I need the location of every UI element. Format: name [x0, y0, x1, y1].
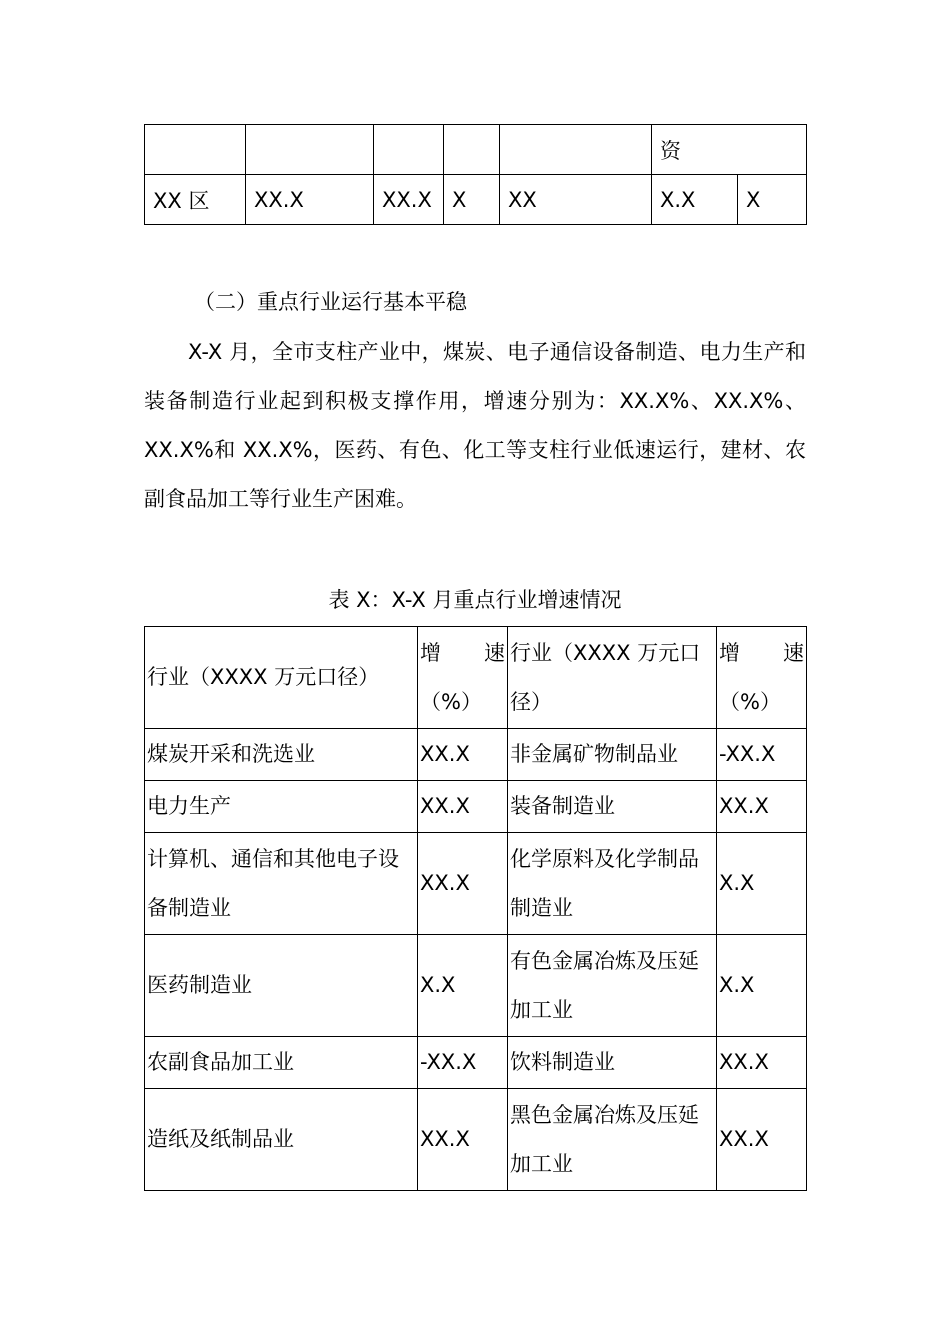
table-cell: XX.X [246, 175, 374, 225]
industry-line: 黑色金属冶炼及压延 [510, 1102, 699, 1127]
industry-line: 加工业 [510, 997, 573, 1022]
industry-cell: 饮料制造业 [508, 1037, 717, 1089]
header-industry-2 [508, 627, 717, 729]
header-growth-char: 增 [420, 640, 441, 665]
growth-cell: XX.X [418, 1089, 508, 1191]
industry-line: 计算机、通信和其他电子设 [147, 846, 399, 871]
table-row [145, 833, 807, 935]
growth-cell: X.X [418, 935, 508, 1037]
table-cell: 资 [652, 125, 807, 175]
growth-cell: XX.X [418, 781, 508, 833]
header-growth-char: 速 [484, 640, 505, 665]
industry-line: 加工业 [510, 1151, 573, 1176]
table-row [145, 175, 807, 225]
section-heading: （二）重点行业运行基本平稳 [194, 290, 467, 314]
industry-line: 化学原料及化学制品 [510, 846, 699, 871]
growth-cell: XX.X [717, 1037, 807, 1089]
table-row [145, 781, 807, 833]
table-cell: XX 区 [145, 175, 246, 225]
industry-cell: 农副食品加工业 [145, 1037, 418, 1089]
header-growth [418, 627, 508, 729]
growth-cell: X.X [717, 935, 807, 1037]
table-cell [246, 125, 374, 175]
industry-cell [145, 833, 418, 935]
industry-cell [508, 833, 717, 935]
table-row [145, 935, 807, 1037]
growth-cell: -XX.X [418, 1037, 508, 1089]
table-cell [444, 125, 500, 175]
growth-cell: -XX.X [717, 729, 807, 781]
table-cell [500, 125, 652, 175]
industry-line: 备制造业 [147, 895, 231, 920]
industry-cell [508, 1089, 717, 1191]
industry-line: 制造业 [510, 895, 573, 920]
industry-cell: 煤炭开采和洗选业 [145, 729, 418, 781]
growth-cell: XX.X [418, 729, 508, 781]
header-growth-unit: （%） [420, 689, 482, 714]
district-table [144, 124, 807, 225]
industry-cell: 造纸及纸制品业 [145, 1089, 418, 1191]
table-cell [374, 125, 444, 175]
table-row [145, 1037, 807, 1089]
header-growth-char: 速 [783, 640, 804, 665]
table-cell: XX.X [374, 175, 444, 225]
table-cell: X [738, 175, 807, 225]
industry-growth-table [144, 626, 807, 1191]
growth-cell: XX.X [717, 781, 807, 833]
header-growth-2 [717, 627, 807, 729]
growth-cell: XX.X [717, 1089, 807, 1191]
table-header-row [145, 627, 807, 729]
industry-cell [508, 935, 717, 1037]
table-row [145, 125, 807, 175]
table-cell: XX [500, 175, 652, 225]
industry-cell: 非金属矿物制品业 [508, 729, 717, 781]
header-industry-2-line: 径） [510, 689, 552, 714]
header-growth-char: 增 [719, 640, 740, 665]
table-row [145, 729, 807, 781]
industry-cell: 医药制造业 [145, 935, 418, 1037]
body-paragraph: X-X 月，全市支柱产业中，煤炭、电子通信设备制造、电力生产和装备制造行业起到积极支撑作用，增速分别为：XX.X%、XX.X%、XX.X%和 XX.X%，医药、有色、化工等支柱行业低速运行，建材、农副食品加工等行业生产困难。 [144, 340, 806, 511]
growth-cell: XX.X [418, 833, 508, 935]
table-row [145, 1089, 807, 1191]
table-cell: X.X [652, 175, 738, 225]
growth-cell: X.X [717, 833, 807, 935]
header-industry: 行业（XXXX 万元口径） [145, 627, 418, 729]
industry-cell: 装备制造业 [508, 781, 717, 833]
header-industry-2-line: 行业（XXXX 万元口 [510, 640, 701, 665]
industry-line: 有色金属冶炼及压延 [510, 948, 699, 973]
industry-cell: 电力生产 [145, 781, 418, 833]
table-cell: X [444, 175, 500, 225]
table-caption: 表 X：X-X 月重点行业增速情况 [328, 588, 622, 612]
header-growth-unit: （%） [719, 689, 781, 714]
table-cell [145, 125, 246, 175]
